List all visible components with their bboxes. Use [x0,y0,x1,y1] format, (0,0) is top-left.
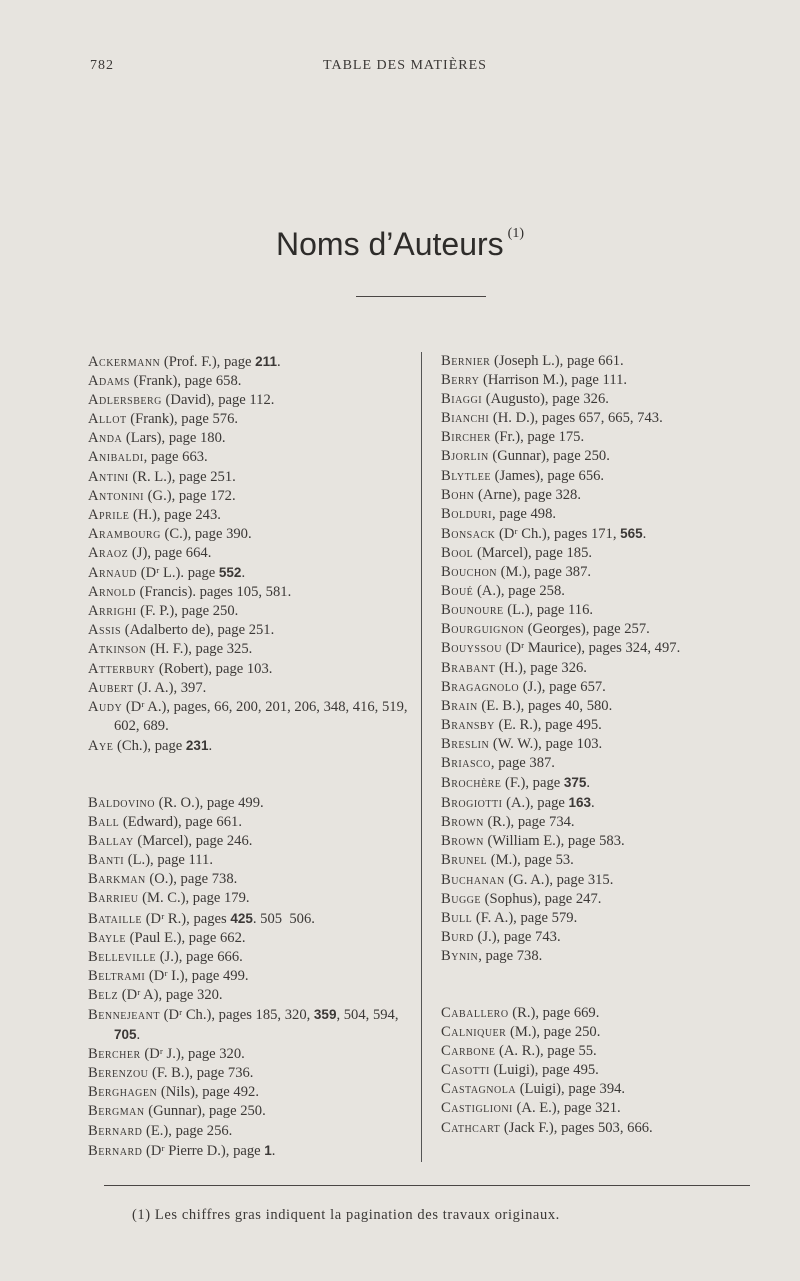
author-entry [441,447,771,466]
entry-details: (E. B.), pages 40, 580. [477,697,613,714]
author-entry [441,1061,771,1080]
entry-details-tail: . [586,775,591,792]
entry-details: (L.), page 116. [503,602,594,619]
author-entry [88,870,414,889]
author-name: Araoz [88,544,129,561]
author-name: Aye [88,737,114,754]
author-name: Bugge [441,890,482,907]
author-name: Castiglioni [441,1100,513,1117]
entry-details: (Georges), page 257. [524,621,650,638]
entry-details: (Luigi), page 394. [516,1081,626,1098]
entry-details-tail: . [241,565,246,582]
entry-details: (Jack F.), pages 503, 666. [500,1119,653,1136]
entry-details: (Robert), page 103. [155,660,273,677]
entry-details: (Dʳ Maurice), pages 324, 497. [501,640,681,657]
author-entry [441,678,771,697]
entry-details-tail: . [136,1027,141,1044]
author-entry [441,1004,771,1023]
entry-details: (Francis). pages 105, 581. [135,584,292,601]
author-entry [88,429,414,448]
entry-details-tail: . [642,525,647,542]
author-name: Brabant [441,659,496,676]
author-entry [441,716,771,735]
entry-details: (A.), page 258. [473,583,565,600]
author-name: Barkman [88,871,146,888]
entry-details: (Dʳ Pierre D.), page [142,1142,265,1159]
section-gap [441,966,771,1004]
entry-details: (James), page 656. [491,467,605,484]
author-entry [441,1023,771,1042]
original-page-bold: 565 [620,525,643,541]
author-entry [441,524,771,544]
entry-details: , page 387. [490,754,555,771]
author-name: Bohn [441,486,475,503]
author-entry [441,947,771,966]
entry-details: (F. A.), page 579. [472,909,578,926]
entry-details: (Frank), page 658. [129,373,242,390]
entry-details: (Marcel), page 246. [133,833,253,850]
author-entry [441,467,771,486]
author-name: Antini [88,468,129,485]
author-entry [441,832,771,851]
entry-details: (H.), page 243. [129,506,221,523]
running-title: TABLE DES MATIÈRES [323,58,487,73]
author-name: Caballero [441,1005,509,1021]
entry-details: (G.), page 172. [144,487,236,504]
author-name: Bragagnolo [441,678,520,695]
entry-details: (L.), page 111. [124,852,214,869]
entry-details: (A. E.), page 321. [512,1100,621,1117]
author-entry [88,909,414,929]
entry-details: (Frank), page 576. [126,411,239,428]
original-page-bold: 375 [563,775,587,791]
author-name: Aubert [88,679,134,696]
author-column-left [88,352,414,1161]
author-name: Brown [441,833,484,850]
entry-details: (Fr.), page 175. [490,429,585,446]
entry-details: (Lars), page 180. [122,430,226,447]
entry-details: (H. D.), pages 657, 665, 743. [489,410,663,427]
entry-details: (H. F.), page 325. [146,641,253,658]
author-name: Briasco [441,754,491,771]
author-name: Biaggi [441,391,483,408]
entry-details-tail: . [276,354,281,370]
title-footnote-marker: (1) [507,226,524,241]
author-name: Atkinson [88,641,147,658]
entry-details: , page 738. [478,947,543,964]
column-divider [421,352,422,1162]
author-entry [441,544,771,563]
author-entry [88,736,414,756]
author-entry [441,928,771,947]
author-entry [441,773,771,793]
author-entry [441,1099,771,1118]
author-name: Brain [441,697,478,714]
entry-details: (Ch.), page [113,737,186,754]
entry-details: (R.), page 669. [508,1005,600,1021]
footnote-rule [104,1185,750,1186]
author-entry [88,1045,414,1064]
author-entry [88,583,414,602]
author-entry [88,352,414,372]
author-entry [88,621,414,640]
entry-details-tail: . 505 506. [252,910,315,927]
author-name: Banti [88,852,125,869]
entry-details: (E.), page 256. [142,1122,233,1139]
author-entry [88,448,414,467]
entry-details: (M. C.), page 179. [138,890,250,907]
author-name: Atterbury [88,660,156,677]
entry-details: (Dʳ Ch.), pages 171, [495,525,621,542]
author-name: Ackermann [88,354,161,370]
author-name: Bransby [441,716,495,733]
author-entry [88,929,414,948]
original-page-bold: 359 [313,1007,337,1022]
author-entry [441,1119,771,1138]
entry-details: (Sophus), page 247. [481,890,602,907]
entry-details: (W. W.), page 103. [489,735,603,752]
author-name: Bircher [441,429,491,446]
entry-details: (Arne), page 328. [474,486,581,503]
author-name: Anibaldi [88,449,144,466]
author-name: Calniquer [441,1024,507,1041]
author-name: Beltrami [88,967,146,984]
footnote: (1) Les chiffres gras indiquent la pagination des travaux originaux. [132,1207,560,1223]
entry-details: (Dʳ A.), pages, 66, 200, 201, 206, 348, 416, 519, 602, 689. [114,698,412,734]
original-page-bold: 705 [114,1027,137,1043]
author-entry [441,659,771,678]
author-entry [441,813,771,832]
author-name: Baldovino [88,794,156,811]
entry-details: (C.), page 390. [160,525,252,542]
entry-details: (E. R.), page 495. [494,716,602,733]
author-name: Arnaud [88,565,138,582]
entry-details: (Nils), page 492. [157,1084,259,1101]
author-name: Audy [88,698,123,715]
original-page-bold: 211 [255,354,277,369]
author-entry [88,506,414,525]
author-name: Bennejeant [88,1007,160,1023]
entry-details: (Gunnar), page 250. [144,1103,266,1120]
entry-details: (J.), page 657. [519,678,606,695]
author-entry [88,391,414,410]
entry-details: (M.), page 53. [487,852,574,869]
author-name: Arnold [88,584,136,601]
original-page-bold: 231 [185,737,209,753]
original-page-bold: 163 [568,795,592,811]
author-entry [441,390,771,409]
entry-details: (Dʳ R.), pages [142,910,231,927]
author-name: Bull [441,909,473,926]
author-name: Ball [88,814,120,831]
author-name: Bounoure [441,602,504,619]
author-name: Bouyssou [441,640,502,657]
author-name: Assis [88,622,122,639]
author-name: Bernard [88,1142,143,1159]
author-entry [88,1083,414,1102]
entry-details: (R.), page 734. [483,814,575,831]
author-entry [441,352,771,371]
entry-details: (J.), page 666. [156,948,243,965]
entry-details-tail: . [591,795,595,812]
author-name: Bataille [88,910,143,927]
author-entry [88,813,414,832]
author-entry [88,1141,414,1161]
entry-details: (Dʳ I.), page 499. [145,967,249,984]
author-name: Bonsack [441,525,496,542]
author-entry [88,468,414,487]
author-entry [441,754,771,773]
author-name: Brown [441,814,484,831]
author-entry [88,1122,414,1141]
author-name: Blytlee [441,467,491,484]
entry-details: (Dʳ A), page 320. [118,986,223,1003]
author-name: Bourguignon [441,621,525,638]
author-entry [88,563,414,583]
author-name: Antonini [88,487,145,504]
author-entry [88,487,414,506]
author-entry [441,890,771,909]
author-entry [88,851,414,870]
entry-details: (J. A.), 397. [133,679,207,696]
author-name: Bool [441,544,474,561]
entry-details: (F. B.), page 736. [148,1065,254,1082]
entry-details: (O.), page 738. [145,871,238,888]
entry-details: (J), page 664. [128,544,212,561]
entry-details: (Dʳ Ch.), pages 185, 320, [159,1007,314,1023]
entry-details: (M.), page 250. [506,1024,601,1041]
author-entry [441,639,771,658]
author-name: Aprile [88,506,130,523]
author-name: Carbone [441,1043,496,1060]
author-entry [88,1064,414,1083]
author-entry [88,640,414,659]
author-entry [88,602,414,621]
author-name: Ballay [88,833,134,850]
author-entry [441,909,771,928]
entry-details: (Prof. F.), page [160,354,256,370]
page-title [0,226,800,263]
entry-details: (F.), page [501,775,564,792]
author-entry [88,660,414,679]
author-name: Berghagen [88,1084,158,1101]
entry-details: (Adalberto de), page 251. [121,622,275,639]
entry-details: (J.), page 743. [473,928,561,945]
original-page-bold: 552 [218,565,242,581]
author-name: Belleville [88,948,157,965]
author-entry [88,794,414,813]
entry-details: , page 663. [143,449,208,466]
section-gap [88,756,414,794]
author-name: Boué [441,583,474,600]
author-name: Allot [88,411,127,428]
author-name: Breslin [441,735,490,752]
author-entry [441,620,771,639]
author-entry [441,505,771,524]
entry-details: (R. L.), page 251. [128,468,236,485]
author-entry [441,428,771,447]
entry-details: (Paul E.), page 662. [125,929,246,946]
entry-details: (A. R.), page 55. [495,1043,597,1060]
author-name: Bianchi [441,410,490,427]
author-name: Brogiotti [441,795,503,812]
author-entry [88,544,414,563]
original-page-bold: 425 [230,910,253,926]
author-entry [88,986,414,1005]
entry-details: (M.), page 387. [497,564,592,581]
author-entry [441,1042,771,1061]
entry-details: (G. A.), page 315. [504,871,614,888]
author-name: Brochère [441,775,502,792]
author-entry [88,948,414,967]
entry-details: (Augusto), page 326. [482,391,609,408]
entry-details: (Harrison M.), page 111. [479,372,628,389]
entry-details: , page 498. [492,505,557,522]
author-name: Berry [441,372,480,389]
entry-details-tail: . [208,737,213,754]
author-name: Bynin [441,947,479,964]
author-name: Arambourg [88,525,161,542]
entry-details: (R. O.), page 499. [155,794,264,811]
author-entry [88,525,414,544]
entry-details: (Dʳ J.), page 320. [140,1046,245,1063]
author-entry [441,563,771,582]
entry-details: (H.), page 326. [495,659,587,676]
author-name: Arrighi [88,603,137,620]
entry-details: (Dʳ L.). page [137,565,219,582]
author-entry [88,967,414,986]
author-column-right [441,352,771,1138]
author-name: Bergman [88,1103,145,1120]
author-name: Cathcart [441,1119,501,1136]
author-entry [441,1080,771,1099]
entry-details-tail: , 504, 594, [336,1007,403,1023]
author-name: Anda [88,430,123,447]
author-name: Burd [441,928,474,945]
author-name: Bolduri [441,505,493,522]
entry-details: (Joseph L.), page 661. [490,353,624,369]
entry-details: (David), page 112. [161,392,275,409]
author-name: Adams [88,373,130,390]
author-entry [441,371,771,390]
entry-details-tail: . [271,1142,276,1159]
author-name: Bouchon [441,564,498,581]
author-name: Castagnola [441,1081,517,1098]
author-entry [88,698,414,736]
author-entry [441,601,771,620]
author-name: Belz [88,986,119,1003]
author-entry [88,832,414,851]
author-name: Brunel [441,852,488,869]
author-entry [441,793,771,813]
entry-details: (Marcel), page 185. [473,544,593,561]
author-entry [441,582,771,601]
author-name: Adlersberg [88,392,162,409]
author-name: Casotti [441,1062,490,1079]
original-page-bold: 1 [264,1142,272,1158]
entry-details: (A.), page [502,795,569,812]
author-entry [88,410,414,429]
entry-details: (Luigi), page 495. [489,1062,599,1079]
author-entry [441,735,771,754]
page-number: 782 [90,58,114,73]
author-entry [88,372,414,391]
title-rule [356,296,486,297]
author-entry [88,1005,414,1045]
entry-details: (Gunnar), page 250. [488,448,610,465]
author-entry [441,697,771,716]
author-name: Buchanan [441,871,505,888]
author-name: Bernard [88,1122,143,1139]
author-entry [88,679,414,698]
author-entry [441,486,771,505]
entry-details: (Edward), page 661. [119,814,242,831]
author-entry [441,409,771,428]
author-name: Berenzou [88,1065,149,1082]
author-entry [441,871,771,890]
author-name: Bernier [441,353,491,369]
author-entry [88,889,414,908]
entry-details: (F. P.), page 250. [136,603,239,620]
author-name: Barrieu [88,890,139,907]
entry-details: (William E.), page 583. [483,833,625,850]
author-name: Bercher [88,1046,141,1063]
author-entry [88,1102,414,1121]
title-text: Noms d’Auteurs [276,226,504,262]
author-name: Bjorlin [441,448,489,465]
author-name: Bayle [88,929,126,946]
author-entry [441,851,771,870]
